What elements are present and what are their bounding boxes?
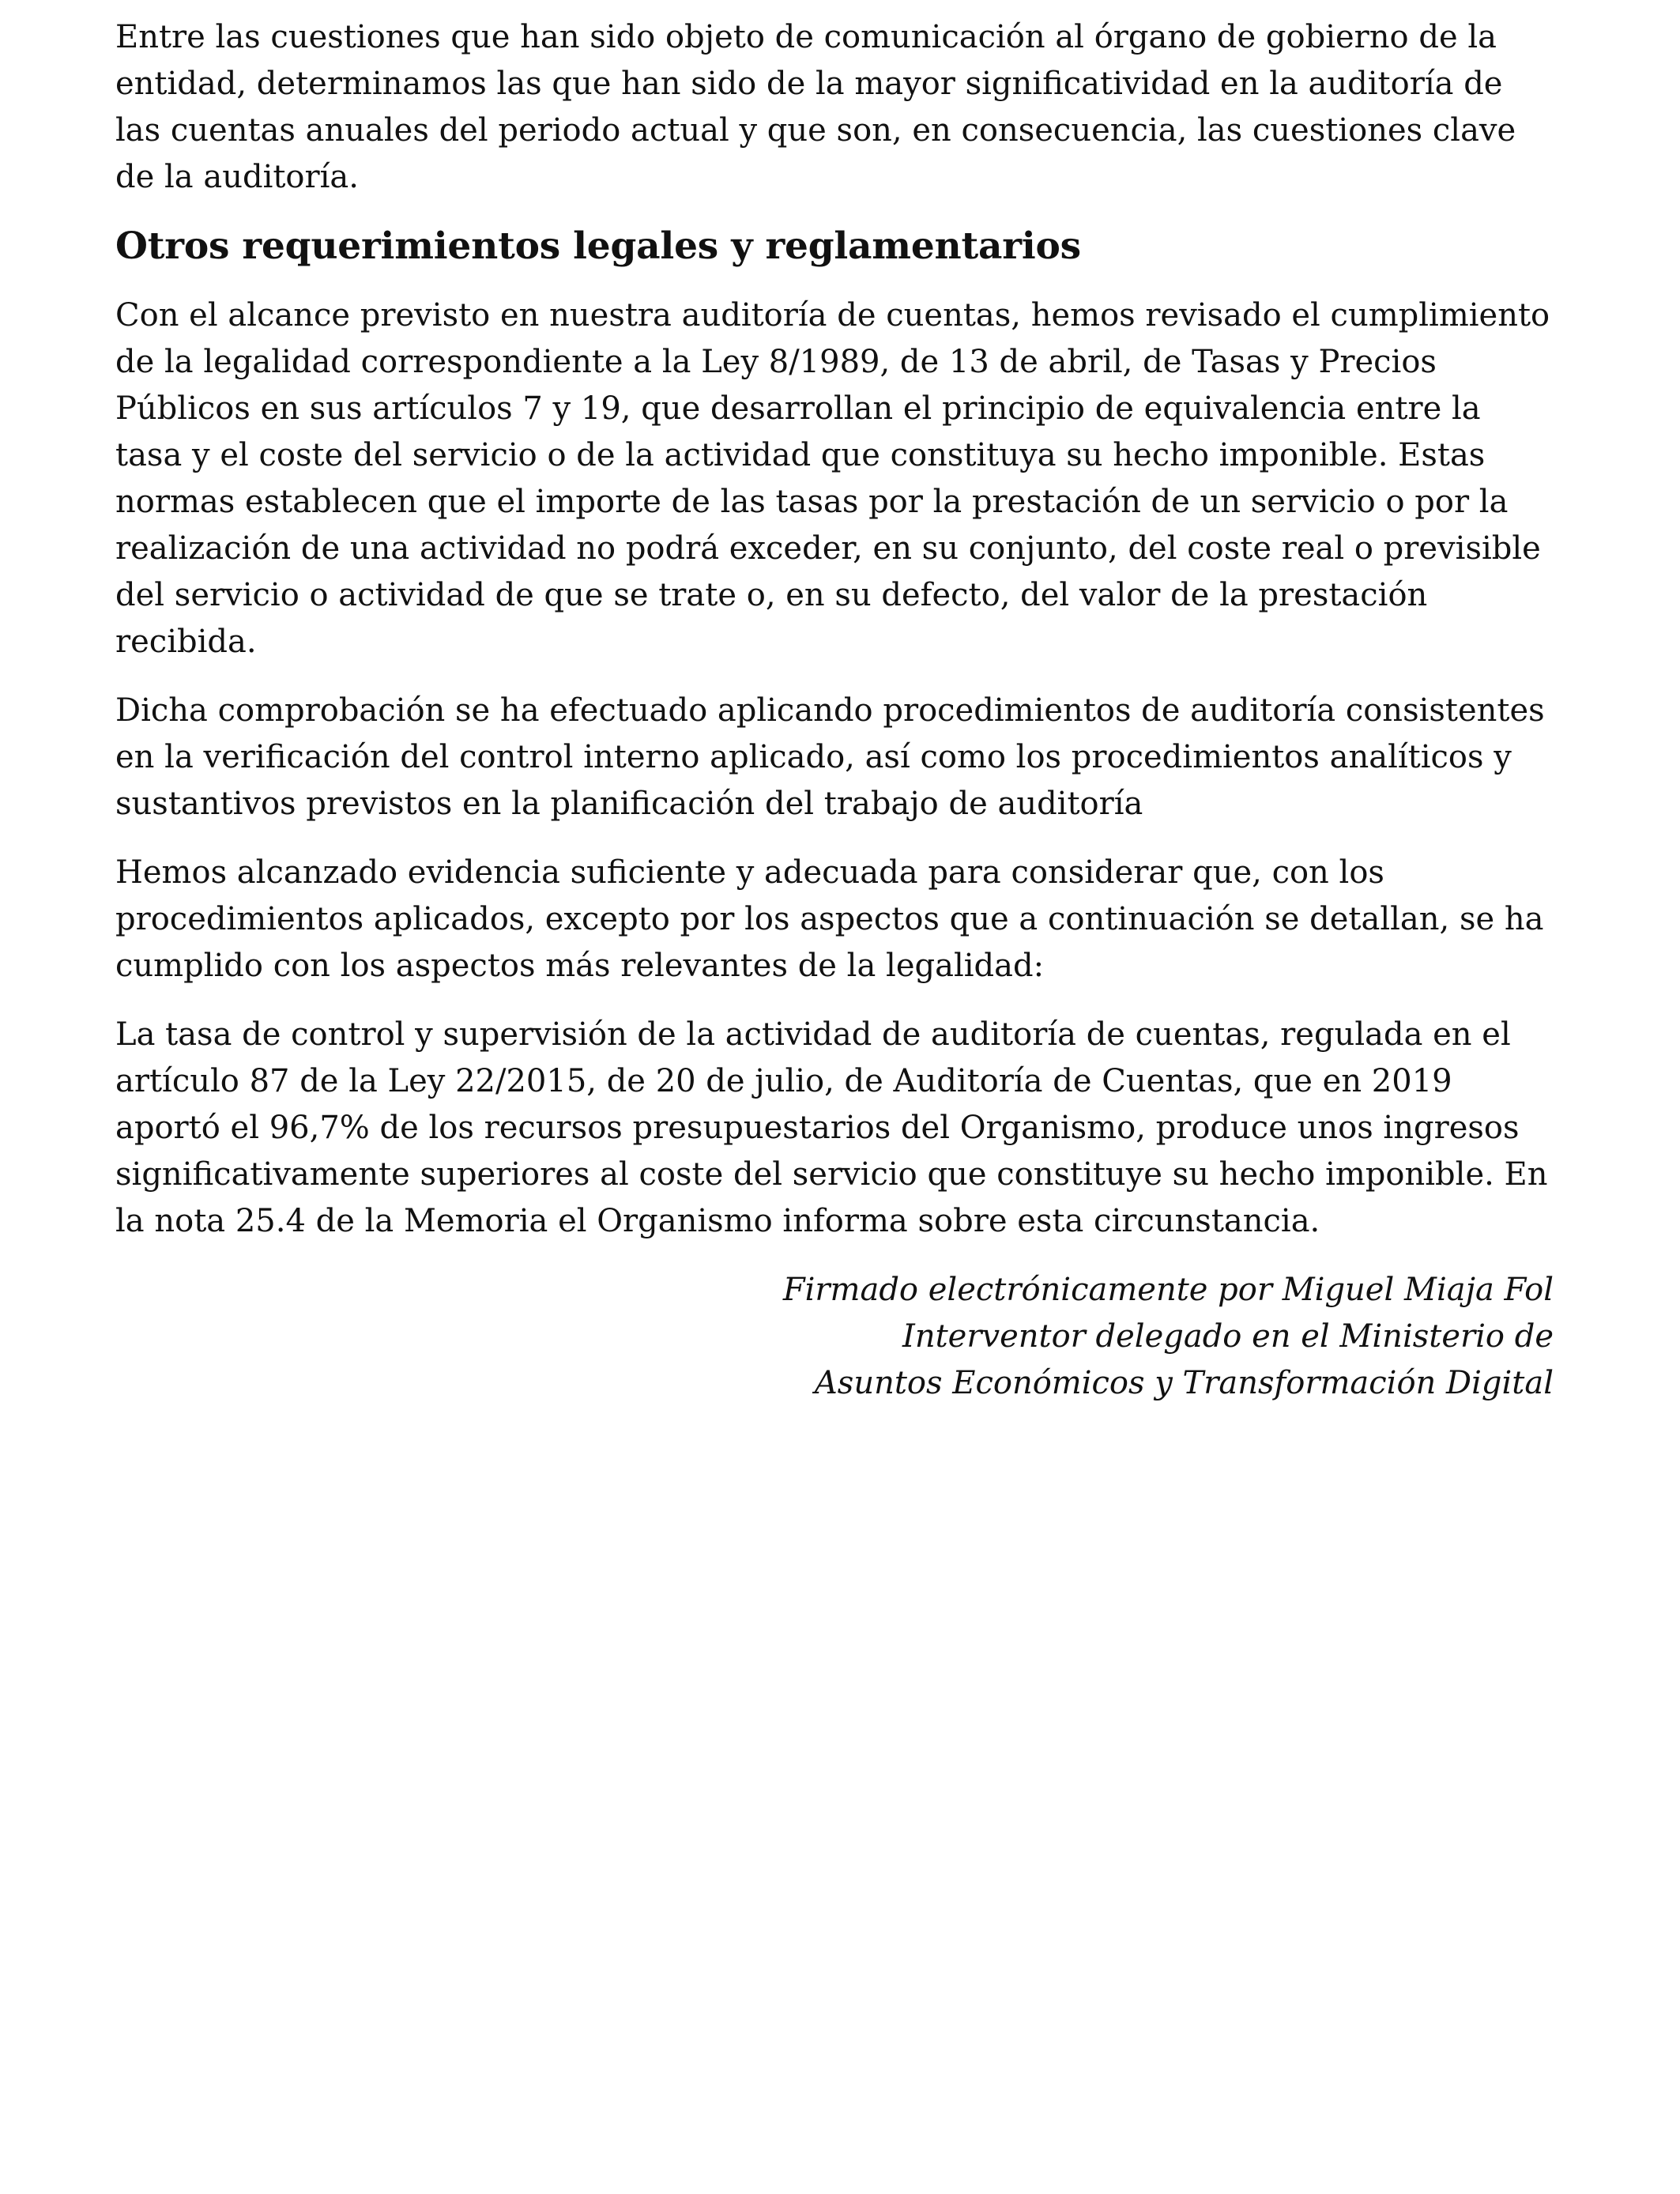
paragraph-exception: La tasa de control y supervisión de la actividad de auditoría de cuentas, regulada en el artículo 87 de la Ley 22/2015, de 20 de julio, de Auditoría de Cuentas, que en 2019 aportó el 96,7% de los recursos presupuestarios del Organismo, produce unos ingresos significativamente superiores al coste del servicio que constituye su hecho imponible. En la nota 25.4 de la Memoria el Organismo informa sobre esta circunstancia. [115, 1016, 1548, 1239]
document-page [115, 14, 1554, 1407]
signature-line-role: Interventor delegado en el Ministerio de [902, 1318, 1554, 1355]
signature-block [115, 1267, 1554, 1407]
signature-line-ministry: Asuntos Económicos y Transformación Digital [814, 1365, 1554, 1401]
paragraph-procedures: Dicha comprobación se ha efectuado aplicando procedimientos de auditoría consistentes en la verificación del control interno aplicado, así como los procedimientos analíticos y sustantivos previstos en la planificación del trabajo de auditoría [115, 692, 1545, 822]
section-heading: Otros requerimientos legales y reglamentarios [115, 224, 1081, 268]
paragraph-evidence: Hemos alcanzado evidencia suficiente y adecuada para considerar que, con los procedimientos aplicados, excepto por los aspectos que a continuación se detallan, se ha cumplido con los aspectos más relevantes de la legalidad: [115, 854, 1544, 984]
signature-line-signed-by: Firmado electrónicamente por Miguel Miaja Fol [782, 1272, 1554, 1308]
paragraph-legal-review: Con el alcance previsto en nuestra auditoría de cuentas, hemos revisado el cumplimiento de la legalidad correspondiente a la Ley 8/1989, de 13 de abril, de Tasas y Precios Públicos en sus artículos 7 y 19, que desarrollan el principio de equivalencia entre la tasa y el coste del servicio o de la actividad que constituya su hecho imponible. Estas normas establecen que el importe de las tasas por la prestación de un servicio o por la realización de una actividad no podrá exceder, en su conjunto, del coste real o previsible del servicio o actividad de que se trate o, en su defecto, del valor de la prestación recibida. [115, 297, 1550, 660]
paragraph-intro: Entre las cuestiones que han sido objeto de comunicación al órgano de gobierno de la entidad, determinamos las que han sido de la mayor significatividad en la auditoría de las cuentas anuales del periodo actual y que son, en consecuencia, las cuestiones clave de la auditoría. [115, 19, 1516, 195]
